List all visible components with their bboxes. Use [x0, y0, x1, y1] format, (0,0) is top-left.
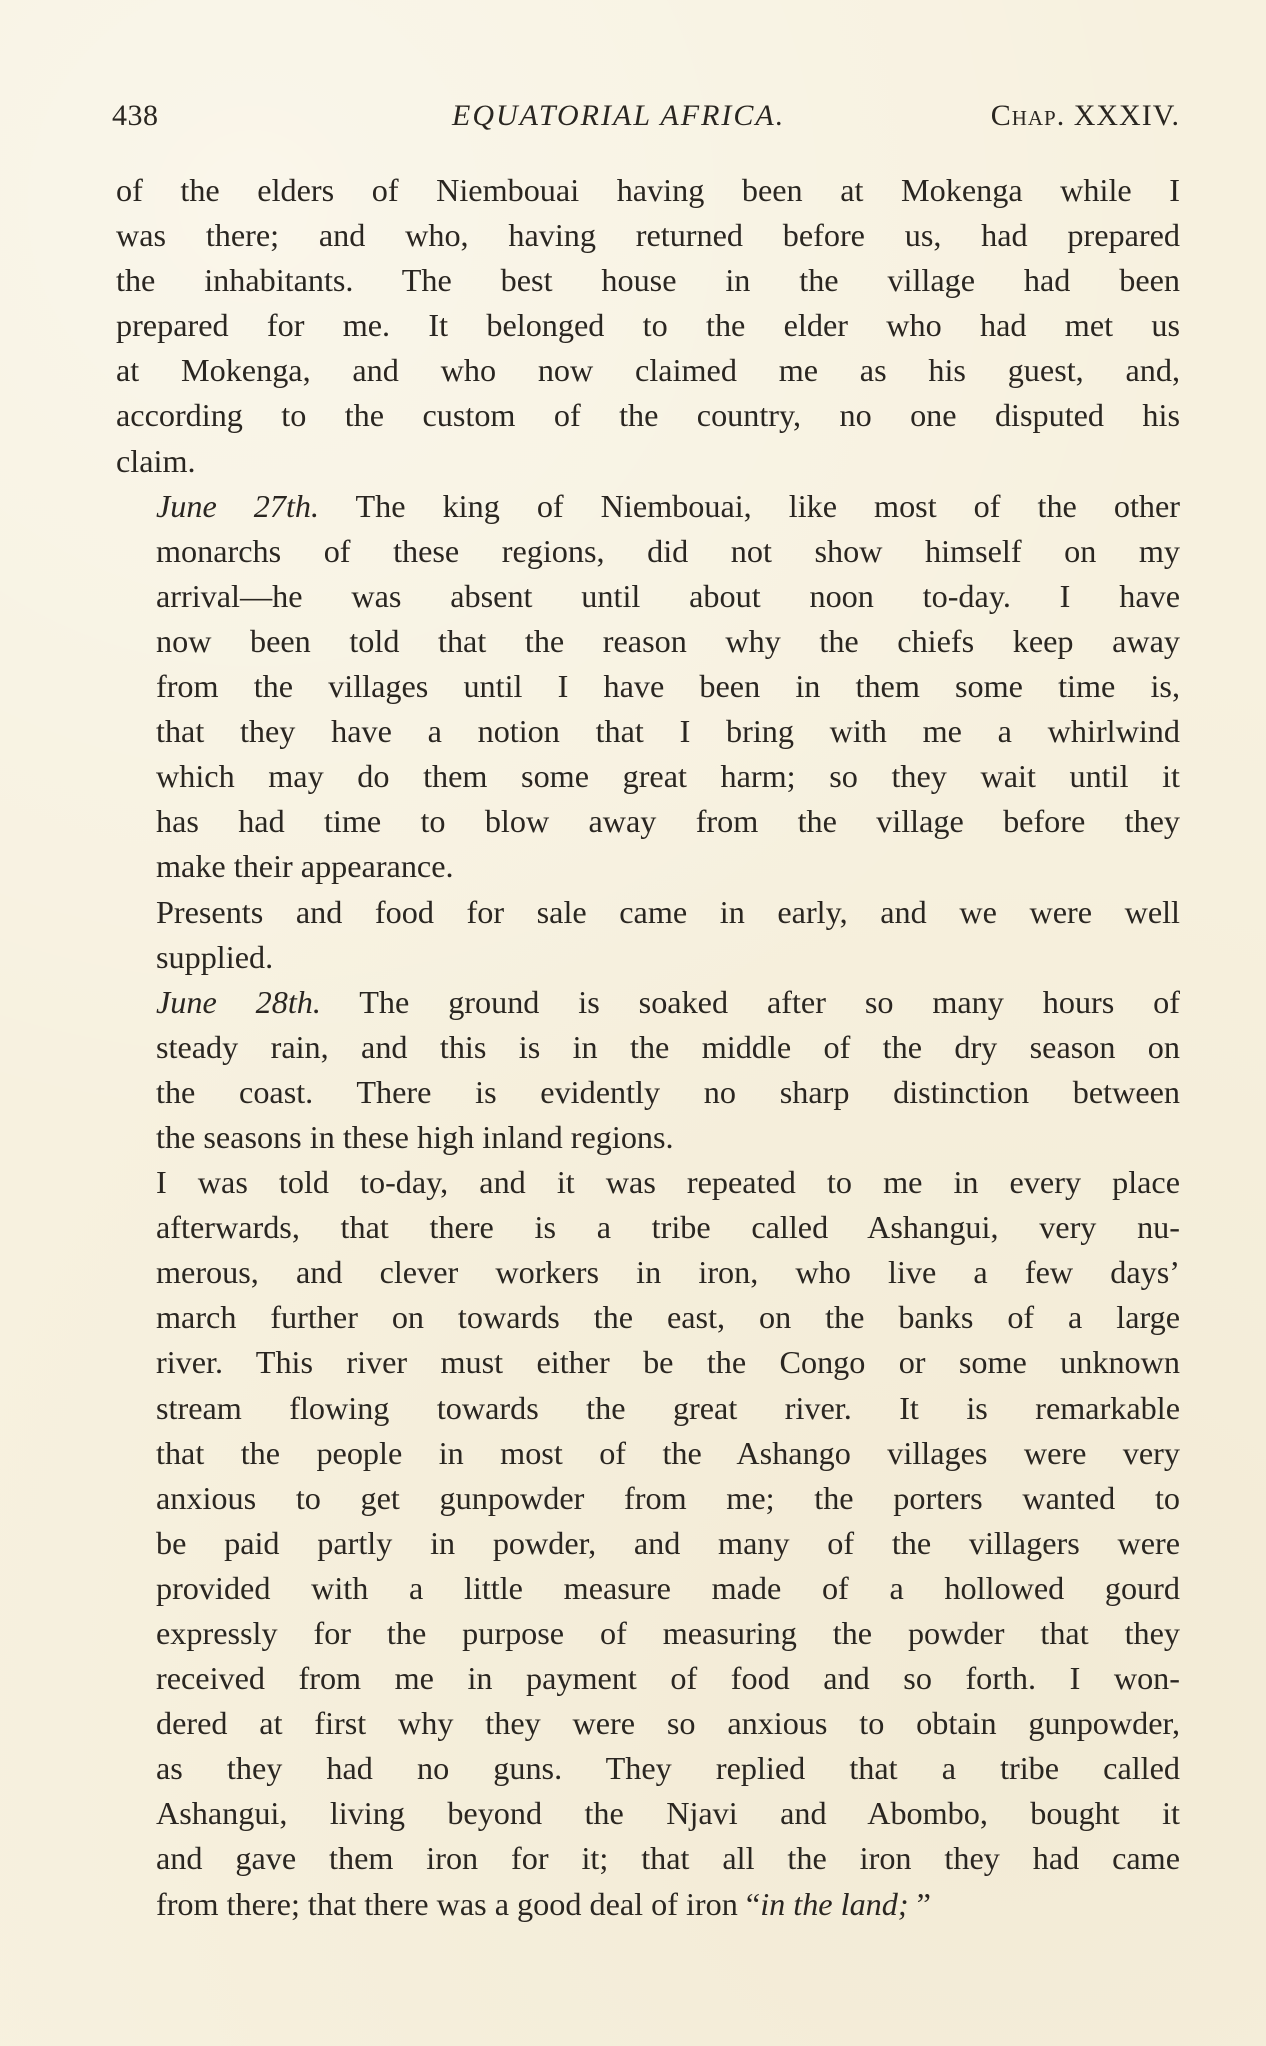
text-line: be paid partly in powder, and many of the villagers were [156, 1524, 1180, 1561]
page-number: 438 [112, 99, 159, 132]
text-line: claim. [116, 442, 196, 479]
text-line: from there; that there was a good deal of iron “ [156, 1885, 761, 1922]
text-line: Presents and food for sale came in early, and we were well [156, 893, 1180, 930]
text-line: Ashangui, living beyond the Njavi and Abombo, bought it [156, 1795, 1180, 1832]
text-line: dered at first why they were so anxious to obtain gunpowder, [156, 1705, 1180, 1742]
text-line: prepared for me. It belonged to the elder who had met us [116, 307, 1180, 344]
text-line: steady rain, and this is in the middle of the dry season on [156, 1028, 1180, 1065]
running-head [112, 99, 1180, 135]
text-line: the seasons in these high inland regions. [156, 1118, 674, 1155]
text-line: according to the custom of the country, no one disputed his [116, 397, 1180, 434]
text-line: monarchs of these regions, did not show himself on my [156, 532, 1180, 569]
text-line: merous, and clever workers in iron, who live a few days’ [156, 1254, 1180, 1291]
paragraph-3 [116, 890, 1180, 980]
chapter-label: Chap. XXXIV. [990, 99, 1180, 132]
text-line: was there; and who, having returned before us, had prepared [116, 217, 1180, 254]
text-line: and gave them iron for it; that all the iron they had came [156, 1840, 1180, 1877]
text-line: the coast. There is evidently no sharp distinction between [156, 1073, 1180, 1110]
text-line: supplied. [156, 938, 274, 975]
date-heading [156, 984, 1180, 1020]
paragraph-4 [116, 980, 1180, 1160]
text-line: arrival—he was absent until about noon to-day. I have [156, 577, 1180, 614]
text-line: march further on towards the east, on the banks of a large [156, 1299, 1180, 1336]
text-line: anxious to get gunpowder from me; the porters wanted to [156, 1479, 1180, 1516]
italic-phrase: in the land; [760, 1885, 909, 1922]
text-line: as they had no guns. They replied that a tribe called [156, 1750, 1180, 1787]
paragraph-1 [116, 168, 1180, 484]
text-column [116, 168, 1180, 1928]
text-line: stream flowing towards the great river. It is remarkable [156, 1389, 1180, 1426]
text-line: has had time to blow away from the village before they [156, 803, 1180, 840]
running-title: EQUATORIAL AFRICA. [452, 99, 786, 132]
text-line: from the villages until I have been in them some time is, [156, 668, 1180, 705]
text-line: that they have a notion that I bring with me a whirlwind [156, 713, 1180, 750]
text-line: now been told that the reason why the chiefs keep away [156, 622, 1180, 659]
date-label: June 27th. [156, 487, 320, 524]
date-heading [156, 488, 1180, 524]
text-line: at Mokenga, and who now claimed me as his guest, and, [116, 352, 1180, 389]
text-line: make their appearance. [156, 848, 454, 885]
text-line: that the people in most of the Ashango villages were very [156, 1434, 1180, 1471]
text-line: The ground is soaked after so many hours of [320, 983, 1180, 1020]
text-line: of the elders of Niembouai having been at Mokenga while I [116, 172, 1180, 208]
text-line: expressly for the purpose of measuring the powder that they [156, 1615, 1180, 1651]
text-line: provided with a little measure made of a hollowed gourd [156, 1569, 1180, 1606]
text-line: the inhabitants. The best house in the village had been [116, 262, 1180, 299]
text-line: afterwards, that there is a tribe called Ashangui, very nu- [156, 1209, 1180, 1246]
text-line: river. This river must either be the Congo or some unknown [156, 1344, 1180, 1381]
closing-quote: ” [908, 1885, 931, 1922]
text-line: received from me in payment of food and so forth. I won- [156, 1660, 1180, 1697]
text-line: which may do them some great harm; so they wait until it [156, 758, 1180, 795]
text-line: I was told to-day, and it was repeated to me in every place [156, 1164, 1180, 1201]
paragraph-2 [116, 484, 1180, 890]
text-line: The king of Niembouai, like most of the other [319, 487, 1181, 524]
paragraph-5 [116, 1160, 1180, 1927]
date-label: June 28th. [156, 983, 321, 1020]
text-line-final [116, 1882, 1180, 1927]
